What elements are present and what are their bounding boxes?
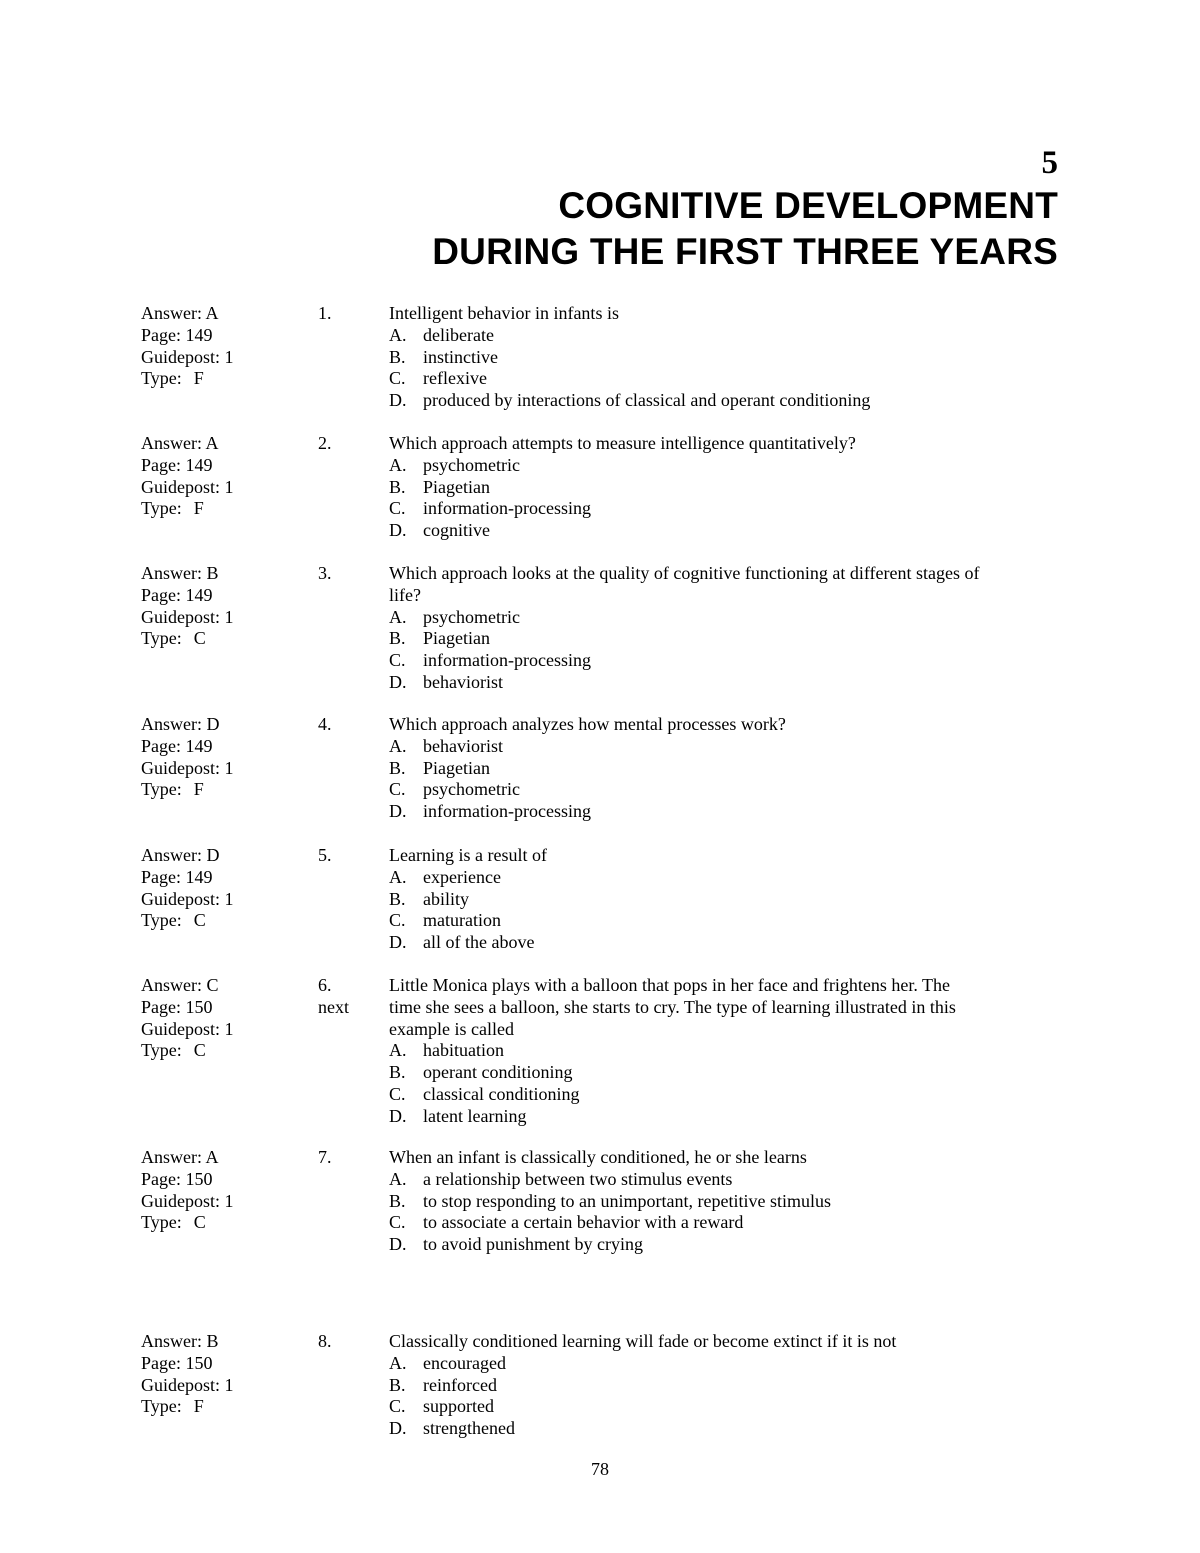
question-stem-line: Classically conditioned learning will fade or become extinct if it is not (389, 1331, 897, 1351)
option-text: information-processing (423, 801, 591, 822)
question-stem-line: Which approach attempts to measure intelligence quantitatively? (389, 433, 856, 453)
question-body (389, 303, 1059, 412)
meta-type (141, 779, 311, 801)
meta-type-label: Type: (141, 628, 182, 649)
answer-option (389, 1040, 1059, 1062)
option-letter: A. (389, 324, 407, 345)
meta-page: Page: 150 (141, 1352, 213, 1373)
option-letter: A. (389, 735, 407, 756)
answer-option (389, 801, 1059, 823)
meta-answer: Answer: B (141, 1331, 219, 1351)
question-body (389, 1331, 1059, 1440)
answer-option (389, 758, 1059, 780)
question-meta (141, 1147, 311, 1234)
answer-option (389, 672, 1059, 694)
question-number-column (318, 433, 378, 455)
option-letter: A. (389, 1352, 407, 1373)
question-stem-line: Learning is a result of (389, 845, 547, 865)
option-text: strengthened (423, 1418, 515, 1439)
meta-page: Page: 149 (141, 866, 213, 887)
option-text: to associate a certain behavior with a reward (423, 1212, 744, 1233)
question-body (389, 714, 1059, 823)
option-text: to stop responding to an unimportant, repetitive stimulus (423, 1190, 831, 1211)
answer-option (389, 498, 1059, 520)
option-letter: B. (389, 628, 406, 649)
question-body (389, 975, 1059, 1128)
meta-type (141, 498, 311, 520)
option-letter: B. (389, 1190, 406, 1211)
option-text: produced by interactions of classical and operant conditioning (423, 390, 871, 411)
answer-option (389, 1212, 1059, 1234)
question-number: 6. (318, 975, 332, 995)
meta-answer: Answer: A (141, 433, 219, 453)
option-letter: A. (389, 1040, 407, 1061)
meta-type-label: Type: (141, 910, 182, 931)
answer-option (389, 1418, 1059, 1440)
question-stem-line: Which approach looks at the quality of cognitive functioning at different stages of (389, 563, 980, 583)
option-letter: D. (389, 520, 407, 541)
option-letter: B. (389, 1374, 406, 1395)
question-number-column (318, 303, 378, 325)
answer-option (389, 1062, 1059, 1084)
option-text: psychometric (423, 454, 520, 475)
option-text: to avoid punishment by crying (423, 1234, 643, 1255)
option-letter: A. (389, 1168, 407, 1189)
meta-guidepost: Guidepost: 1 (141, 476, 234, 497)
option-text: operant conditioning (423, 1062, 573, 1083)
meta-page: Page: 150 (141, 1168, 213, 1189)
option-letter: C. (389, 498, 406, 519)
meta-type (141, 368, 311, 390)
answer-option (389, 779, 1059, 801)
chapter-title-line-1: COGNITIVE DEVELOPMENT (558, 185, 1058, 226)
meta-type-label: Type: (141, 368, 182, 389)
answer-option (389, 477, 1059, 499)
question-meta (141, 563, 311, 650)
answer-option (389, 867, 1059, 889)
question-number: 7. (318, 1147, 332, 1167)
option-letter: D. (389, 390, 407, 411)
option-text: psychometric (423, 606, 520, 627)
meta-type (141, 1396, 311, 1418)
meta-guidepost: Guidepost: 1 (141, 888, 234, 909)
question-stem-line: When an infant is classically conditioned, he or she learns (389, 1147, 807, 1167)
option-letter: C. (389, 1212, 406, 1233)
option-text: Piagetian (423, 757, 490, 778)
option-text: psychometric (423, 779, 520, 800)
option-text: habituation (423, 1040, 504, 1061)
option-letter: C. (389, 779, 406, 800)
question-stem-line: life? (389, 584, 421, 605)
meta-type-value: C (193, 1212, 206, 1233)
question-meta (141, 845, 311, 932)
option-letter: D. (389, 801, 407, 822)
option-letter: D. (389, 1418, 407, 1439)
question-body (389, 845, 1059, 954)
question-meta (141, 303, 311, 390)
answer-option (389, 1191, 1059, 1213)
option-text: information-processing (423, 650, 591, 671)
meta-type-value: C (193, 628, 206, 649)
option-letter: B. (389, 476, 406, 497)
answer-option (389, 650, 1059, 672)
meta-page: Page: 149 (141, 584, 213, 605)
question-stem-line: Intelligent behavior in infants is (389, 303, 619, 323)
meta-type (141, 1212, 311, 1234)
meta-page: Page: 149 (141, 735, 213, 756)
option-text: classical conditioning (423, 1083, 580, 1104)
meta-type-label: Type: (141, 1040, 182, 1061)
option-text: behaviorist (423, 735, 503, 756)
question-stem-line: Little Monica plays with a balloon that pops in her face and frightens her. The (389, 975, 951, 995)
option-text: instinctive (423, 346, 498, 367)
meta-type-value: F (193, 779, 204, 800)
meta-type-value: C (193, 910, 206, 931)
option-letter: D. (389, 1234, 407, 1255)
answer-option (389, 889, 1059, 911)
question-number: 3. (318, 563, 332, 583)
question-stem-line: Which approach analyzes how mental processes work? (389, 714, 786, 734)
option-text: ability (423, 888, 469, 909)
option-letter: C. (389, 1083, 406, 1104)
question-number: 2. (318, 433, 332, 453)
answer-option (389, 910, 1059, 932)
meta-guidepost: Guidepost: 1 (141, 346, 234, 367)
meta-guidepost: Guidepost: 1 (141, 1018, 234, 1039)
meta-page: Page: 150 (141, 996, 213, 1017)
meta-type-value: C (193, 1040, 206, 1061)
meta-guidepost: Guidepost: 1 (141, 606, 234, 627)
question-number: 8. (318, 1331, 332, 1351)
option-text: encouraged (423, 1352, 506, 1373)
option-letter: D. (389, 932, 407, 953)
option-text: information-processing (423, 498, 591, 519)
question-number-note: next (318, 996, 349, 1017)
question-number-column (318, 845, 378, 867)
page-number: 78 (591, 1459, 609, 1479)
question-number-column (318, 975, 378, 1019)
meta-type-value: F (193, 368, 204, 389)
chapter-number: 5 (1041, 145, 1058, 181)
answer-option (389, 1353, 1059, 1375)
option-letter: B. (389, 757, 406, 778)
option-text: supported (423, 1396, 494, 1417)
chapter-title-line-2: DURING THE FIRST THREE YEARS (432, 231, 1058, 272)
option-letter: A. (389, 454, 407, 475)
meta-answer: Answer: D (141, 714, 220, 734)
meta-answer: Answer: A (141, 303, 219, 323)
option-letter: C. (389, 650, 406, 671)
option-text: reinforced (423, 1374, 497, 1395)
option-text: behaviorist (423, 671, 503, 692)
meta-type-label: Type: (141, 779, 182, 800)
option-text: Piagetian (423, 476, 490, 497)
question-number-column (318, 1147, 378, 1169)
option-letter: B. (389, 888, 406, 909)
meta-answer: Answer: B (141, 563, 219, 583)
meta-answer: Answer: A (141, 1147, 219, 1167)
question-number: 1. (318, 303, 332, 323)
question-number-column (318, 714, 378, 736)
question-body (389, 1147, 1059, 1256)
answer-option (389, 347, 1059, 369)
chapter-title (432, 183, 1058, 275)
meta-guidepost: Guidepost: 1 (141, 1374, 234, 1395)
answer-option (389, 325, 1059, 347)
answer-option (389, 390, 1059, 412)
meta-type (141, 1040, 311, 1062)
option-text: deliberate (423, 324, 494, 345)
meta-page: Page: 149 (141, 324, 213, 345)
answer-option (389, 628, 1059, 650)
answer-option (389, 1375, 1059, 1397)
meta-type-label: Type: (141, 1396, 182, 1417)
meta-type-value: F (193, 1396, 204, 1417)
question-number-column (318, 563, 378, 585)
option-text: reflexive (423, 368, 487, 389)
answer-option (389, 932, 1059, 954)
option-letter: B. (389, 346, 406, 367)
option-letter: D. (389, 1105, 407, 1126)
answer-option (389, 520, 1059, 542)
option-letter: A. (389, 606, 407, 627)
option-text: a relationship between two stimulus events (423, 1168, 733, 1189)
option-text: all of the above (423, 932, 535, 953)
question-stem-line: example is called (389, 1018, 514, 1039)
answer-option (389, 1169, 1059, 1191)
question-stem-line: time she sees a balloon, she starts to cry. The type of learning illustrated in this (389, 996, 956, 1017)
question-meta (141, 433, 311, 520)
meta-type (141, 910, 311, 932)
answer-option (389, 455, 1059, 477)
answer-option (389, 1396, 1059, 1418)
option-text: maturation (423, 910, 501, 931)
option-letter: A. (389, 866, 407, 887)
answer-option (389, 1234, 1059, 1256)
question-number: 4. (318, 714, 332, 734)
question-number-column (318, 1331, 378, 1353)
question-body (389, 563, 1059, 694)
answer-option (389, 1084, 1059, 1106)
meta-answer: Answer: D (141, 845, 220, 865)
question-number: 5. (318, 845, 332, 865)
meta-guidepost: Guidepost: 1 (141, 1190, 234, 1211)
meta-type-label: Type: (141, 1212, 182, 1233)
question-body (389, 433, 1059, 542)
answer-option (389, 368, 1059, 390)
option-letter: C. (389, 1396, 406, 1417)
option-text: latent learning (423, 1105, 527, 1126)
meta-type-value: F (193, 498, 204, 519)
option-letter: C. (389, 910, 406, 931)
meta-answer: Answer: C (141, 975, 219, 995)
question-meta (141, 975, 311, 1062)
question-meta (141, 1331, 311, 1418)
meta-guidepost: Guidepost: 1 (141, 757, 234, 778)
option-text: Piagetian (423, 628, 490, 649)
meta-type (141, 628, 311, 650)
answer-option (389, 607, 1059, 629)
question-meta (141, 714, 311, 801)
meta-type-label: Type: (141, 498, 182, 519)
answer-option (389, 736, 1059, 758)
answer-option (389, 1106, 1059, 1128)
option-letter: D. (389, 671, 407, 692)
option-text: cognitive (423, 520, 490, 541)
option-letter: B. (389, 1062, 406, 1083)
option-text: experience (423, 866, 501, 887)
meta-page: Page: 149 (141, 454, 213, 475)
option-letter: C. (389, 368, 406, 389)
